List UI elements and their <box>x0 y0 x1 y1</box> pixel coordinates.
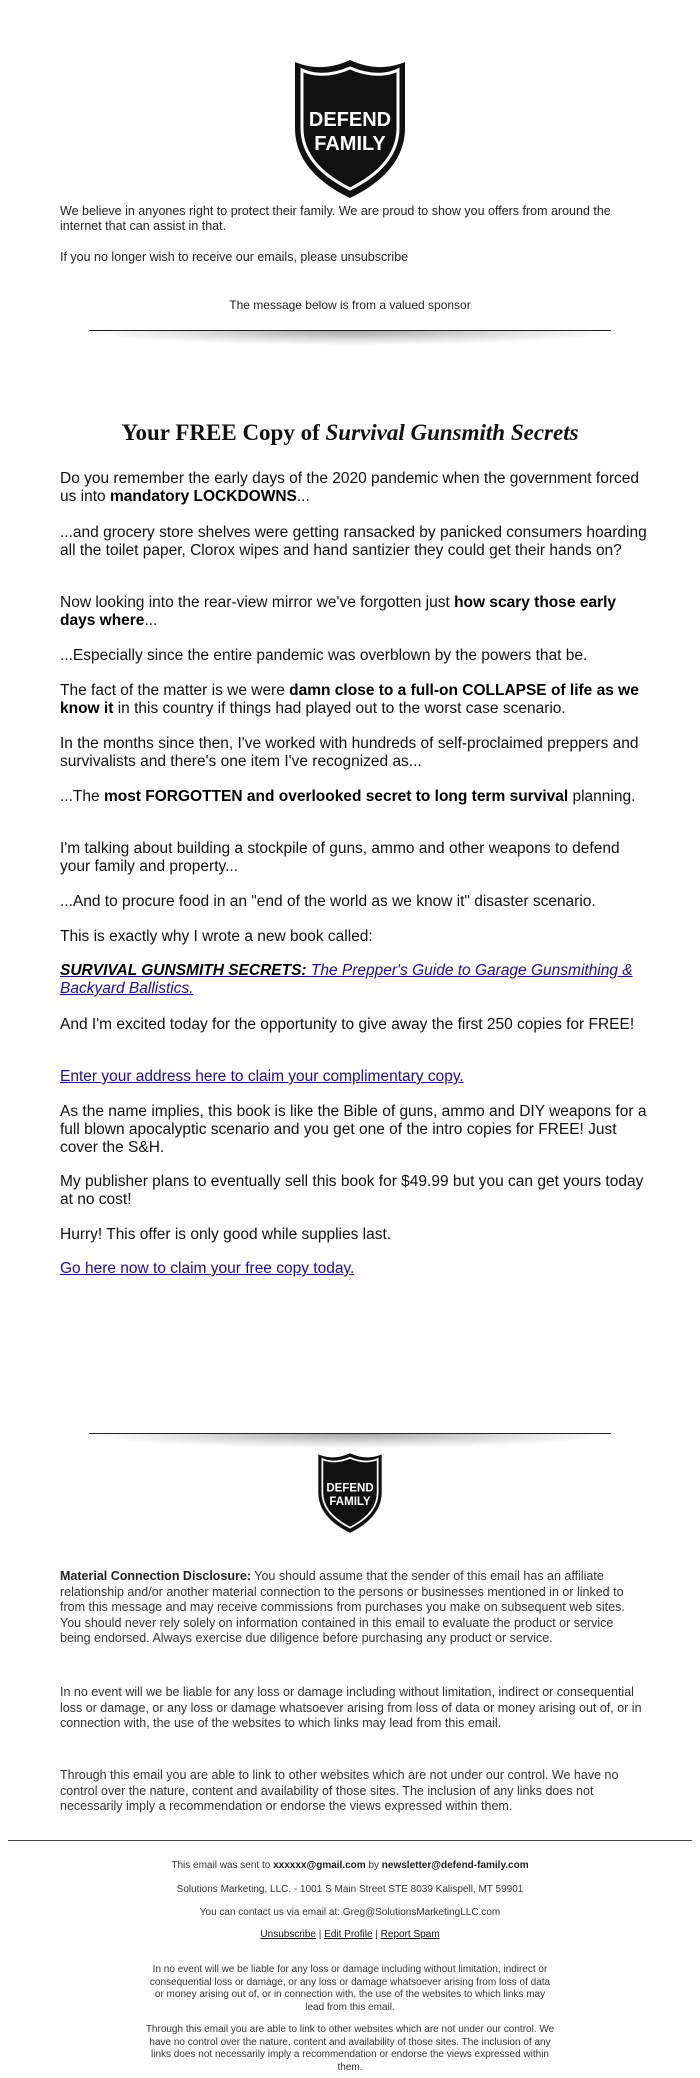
unsubscribe-link[interactable]: unsubscribe <box>340 250 409 264</box>
p1-bold: mandatory LOCKDOWNS <box>109 488 297 505</box>
book-title-rest[interactable]: The Prepper's Guide to Garage Gunsmithing & Backyard Ballistics. <box>60 962 633 997</box>
disclosure-heading: Material Connection Disclosure: <box>60 1569 252 1583</box>
material-disclosure <box>60 1569 642 1647</box>
intro-text: We believe in anyones right to protect their family. We are proud to show you offers from around the internet that can assist in that. <box>60 204 611 233</box>
p5-text: The fact of the matter is we were <box>60 682 290 699</box>
headline-prefix: Your FREE Copy of <box>121 420 326 445</box>
paragraph-12: As the name implies, this book is like the Bible of guns, ammo and DIY weapons for a full blown apocalyptic scenario and you get one of the intro copies for FREE! Just cover the S&H. <box>60 1103 647 1156</box>
external-links-disclaimer: Through this email you are able to link to other websites which are not under our control. We have no control over the nature, content and availability of those sites. The inclusion of any links does not necessarily imply a recommendation or endorse the views expressed within them. <box>60 1768 619 1813</box>
recipient-email: xxxxxx@gmail.com <box>273 1860 366 1871</box>
p1-text: Do you remember the early days of the 2020 pandemic when the government forced us into <box>60 470 639 505</box>
logo-line2: FAMILY <box>314 133 386 155</box>
sent-by: by <box>365 1860 382 1871</box>
divider-shadow-top <box>89 331 611 345</box>
footer-sep-2: | <box>372 1929 381 1940</box>
p1-end: ... <box>296 488 310 505</box>
p5-bold: damn close to a full-on COLLAPSE of life as we know it <box>60 682 639 717</box>
liability-disclaimer: In no event will we be liable for any loss or damage including without limitation, indirect or consequential loss or damage, or any loss or damage whatsoever arising from loss of data or money arising out of, or in connection with, the use of the websites to which links may lead from this email. <box>60 1685 642 1730</box>
cta-link-1[interactable]: Enter your address here to claim your complimentary copy. <box>60 1068 464 1085</box>
defend-family-logo <box>291 58 409 200</box>
defend-family-logo-small <box>316 1451 384 1535</box>
paragraph-6: In the months since then, I've worked with hundreds of self-proclaimed preppers and survivalists and there's one item I've recognized as... <box>60 735 639 770</box>
paragraph-13: My publisher plans to eventually sell this book for $49.99 but you can get yours today at no cost! <box>60 1173 644 1208</box>
footer-external-links-text: Through this email you are able to link to other websites which are not under our control. We have no control over the nature, content and availability of those sites. The inclusion of any links does not necessarily imply a recommendation or endorse the views expressed within them. <box>145 2024 555 2073</box>
paragraph-8: I'm talking about building a stockpile of guns, ammo and other weapons to defend your family and property... <box>60 840 620 875</box>
contact-line: You can contact us via email at: Greg@SolutionsMarketingLLC.com <box>199 1907 501 1918</box>
footer-divider <box>8 1840 692 1841</box>
logo-line1: DEFEND <box>308 109 392 131</box>
p7-end: planning. <box>568 788 636 805</box>
paragraph-10: This is exactly why I wrote a new book called: <box>60 928 373 945</box>
sent-prefix: This email was sent to <box>171 1860 274 1871</box>
p5-end: in this country if things had played out to the worst case scenario. <box>113 700 566 717</box>
book-title-link[interactable] <box>60 962 648 998</box>
paragraph-3 <box>60 594 648 630</box>
footer-sep-1: | <box>316 1929 325 1940</box>
company-address: Solutions Marketing, LLC. - 1001 S Main Street STE 8039 Kalispell, MT 59901 <box>176 1884 524 1895</box>
divider-shadow-bottom <box>89 1434 611 1448</box>
disclosure-text: You should assume that the sender of this email has an affiliate relationship and/or another material connection to the persons or businesses mentioned in or linked to from this message and may receive commissions from purchases you make on subsequent web sites. You should never rely solely on information contained in this email to evaluate the product or service being endorsed. Always exercise due diligence before purchasing any product or service. <box>60 1569 625 1645</box>
sponsor-notice: The message below is from a valued sponsor <box>229 298 471 312</box>
paragraph-14: Hurry! This offer is only good while supplies last. <box>60 1226 392 1243</box>
sent-to-line <box>0 1859 700 1872</box>
p3-text: Now looking into the rear-view mirror we've forgotten just <box>60 594 455 611</box>
unsubscribe-notice <box>60 250 645 265</box>
paragraph-7 <box>60 788 648 806</box>
sender-email: newsletter@defend-family.com <box>381 1860 529 1871</box>
footer-unsubscribe-link[interactable]: Unsubscribe <box>260 1929 316 1940</box>
paragraph-5 <box>60 682 648 718</box>
logo-small-line1: DEFEND <box>326 1482 374 1495</box>
p7-text: ...The <box>60 788 104 805</box>
cta-link-2[interactable]: Go here now to claim your free copy today. <box>60 1260 355 1277</box>
p3-bold: how scary those early days where <box>60 594 617 629</box>
logo-small-line2: FAMILY <box>329 1496 371 1509</box>
claim-copy-link-1[interactable] <box>60 1068 648 1086</box>
p7-bold: most FORGOTTEN and overlooked secret to long term survival <box>103 788 569 805</box>
paragraph-9: ...And to procure food in an "end of the world as we know it" disaster scenario. <box>60 893 596 910</box>
p3-end: ... <box>144 612 158 629</box>
paragraph-4: ...Especially since the entire pandemic was overblown by the powers that be. <box>60 647 588 664</box>
footer-liability-text: In no event will we be liable for any loss or damage including without limitation, indirect or consequential loss or damage, or any loss or damage whatsoever arising from loss of data or money arising out of, or in connection with, the use of the websites to which links may lead from this email. <box>149 1964 551 2013</box>
claim-copy-link-2[interactable] <box>60 1260 648 1278</box>
unsubscribe-prefix: If you no longer wish to receive our emails, please <box>60 250 341 264</box>
paragraph-11: And I'm excited today for the opportunity to give away the first 250 copies for FREE! <box>60 1016 635 1033</box>
footer-links <box>0 1928 700 1941</box>
edit-profile-link[interactable]: Edit Profile <box>324 1929 373 1940</box>
report-spam-link[interactable]: Report Spam <box>380 1929 440 1940</box>
article-headline <box>0 420 700 446</box>
paragraph-2: ...and grocery store shelves were getting ransacked by panicked consumers hoarding all the toilet paper, Clorox wipes and hand santizier they could get their hands on? <box>60 524 647 559</box>
book-title-bold[interactable]: SURVIVAL GUNSMITH SECRETS: <box>60 962 307 979</box>
headline-title: Survival Gunsmith Secrets <box>325 420 579 445</box>
paragraph-1 <box>60 470 648 506</box>
